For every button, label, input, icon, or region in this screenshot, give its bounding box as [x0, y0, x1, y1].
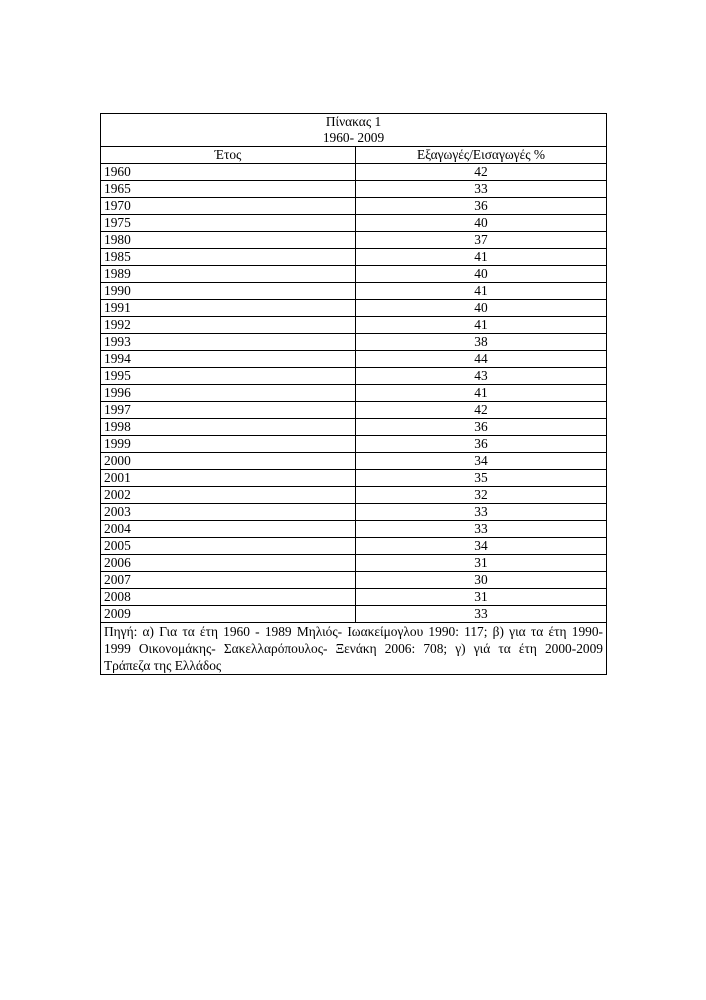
- row-value: 32: [356, 487, 607, 504]
- row-year: 1985: [101, 249, 356, 266]
- row-value: 41: [356, 249, 607, 266]
- row-value: 40: [356, 266, 607, 283]
- row-value: 36: [356, 198, 607, 215]
- row-year: 1996: [101, 385, 356, 402]
- table-row: [101, 555, 607, 572]
- table-row: [101, 181, 607, 198]
- table-row: [101, 266, 607, 283]
- row-value: 38: [356, 334, 607, 351]
- row-year: 2008: [101, 589, 356, 606]
- row-value: 36: [356, 436, 607, 453]
- row-value: 40: [356, 300, 607, 317]
- data-table: [100, 113, 607, 675]
- row-year: 2005: [101, 538, 356, 555]
- row-value: 31: [356, 555, 607, 572]
- row-year: 1990: [101, 283, 356, 300]
- table-row: [101, 385, 607, 402]
- header-value: Εξαγωγές/Εισαγωγές %: [356, 147, 607, 164]
- row-value: 41: [356, 283, 607, 300]
- row-value: 43: [356, 368, 607, 385]
- row-year: 2001: [101, 470, 356, 487]
- row-value: 42: [356, 402, 607, 419]
- row-value: 33: [356, 181, 607, 198]
- table-row: [101, 283, 607, 300]
- table-row: [101, 521, 607, 538]
- table-row: [101, 538, 607, 555]
- table-subtitle: 1960- 2009: [322, 130, 385, 145]
- row-year: 1989: [101, 266, 356, 283]
- row-value: 33: [356, 504, 607, 521]
- row-value: 35: [356, 470, 607, 487]
- table-row: [101, 351, 607, 368]
- row-year: 1970: [101, 198, 356, 215]
- table-row: [101, 368, 607, 385]
- table-row: [101, 300, 607, 317]
- row-value: 40: [356, 215, 607, 232]
- row-value: 36: [356, 419, 607, 436]
- table-row: [101, 215, 607, 232]
- row-year: 2007: [101, 572, 356, 589]
- source-note: Πηγή: α) Για τα έτη 1960 - 1989 Μηλιός- Ιωακείμογλου 1990: 117; β) για τα έτη 1990- 1999 Οικονομάκης- Σακελλαρόπουλος- Ξενάκη 2006: 708; γ) γιά τα έτη 2000-2009 Τράπεζα της Ελλάδος: [101, 623, 607, 675]
- row-value: 42: [356, 164, 607, 181]
- row-year: 1995: [101, 368, 356, 385]
- row-year: 1993: [101, 334, 356, 351]
- row-year: 1965: [101, 181, 356, 198]
- table-body: [101, 114, 607, 675]
- table-row: [101, 589, 607, 606]
- table-row: [101, 198, 607, 215]
- table-row: [101, 572, 607, 589]
- row-year: 1991: [101, 300, 356, 317]
- row-year: 2002: [101, 487, 356, 504]
- row-year: 1994: [101, 351, 356, 368]
- row-value: 30: [356, 572, 607, 589]
- table-row: [101, 334, 607, 351]
- table-row: [101, 504, 607, 521]
- row-year: 1998: [101, 419, 356, 436]
- header-year: Έτος: [101, 147, 356, 164]
- table-row: [101, 232, 607, 249]
- title-row: [101, 114, 607, 147]
- row-year: 1975: [101, 215, 356, 232]
- row-value: 31: [356, 589, 607, 606]
- row-value: 41: [356, 317, 607, 334]
- row-year: 1960: [101, 164, 356, 181]
- row-value: 33: [356, 606, 607, 623]
- row-value: 33: [356, 521, 607, 538]
- row-year: 2009: [101, 606, 356, 623]
- row-year: 1999: [101, 436, 356, 453]
- table-row: [101, 453, 607, 470]
- row-year: 1997: [101, 402, 356, 419]
- title-cell: [101, 114, 607, 147]
- header-row: [101, 147, 607, 164]
- table-row: [101, 606, 607, 623]
- row-year: 2004: [101, 521, 356, 538]
- table-row: [101, 402, 607, 419]
- table-row: [101, 487, 607, 504]
- table-title: Πίνακας 1: [325, 114, 382, 129]
- table-row: [101, 419, 607, 436]
- row-value: 37: [356, 232, 607, 249]
- row-year: 2003: [101, 504, 356, 521]
- row-year: 1992: [101, 317, 356, 334]
- row-year: 2000: [101, 453, 356, 470]
- row-year: 1980: [101, 232, 356, 249]
- table-row: [101, 249, 607, 266]
- row-year: 2006: [101, 555, 356, 572]
- row-value: 44: [356, 351, 607, 368]
- table-row: [101, 164, 607, 181]
- row-value: 41: [356, 385, 607, 402]
- table-row: [101, 317, 607, 334]
- row-value: 34: [356, 538, 607, 555]
- table-row: [101, 436, 607, 453]
- table-row: [101, 470, 607, 487]
- row-value: 34: [356, 453, 607, 470]
- source-row: [101, 623, 607, 675]
